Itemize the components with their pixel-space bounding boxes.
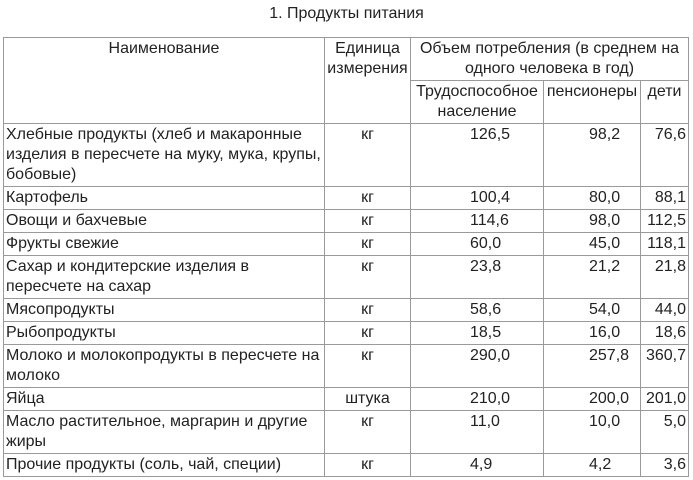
cell-children: 3,6 bbox=[641, 454, 689, 477]
table-row bbox=[4, 345, 689, 388]
cell-working-value: 60,0 bbox=[470, 235, 502, 252]
table-header-row bbox=[4, 38, 689, 81]
cell-unit: кг bbox=[325, 345, 411, 388]
header-volume: Объем потребления (в среднем на одного человека в год) bbox=[411, 38, 689, 81]
cell-working bbox=[411, 345, 544, 388]
cell-pensioners bbox=[544, 124, 641, 187]
cell-working-value: 210,0 bbox=[470, 390, 511, 407]
cell-unit: кг bbox=[325, 233, 411, 256]
cell-pensioners bbox=[544, 411, 641, 454]
cell-name: Масло растительное, маргарин и другие жиры bbox=[4, 411, 325, 454]
cell-working bbox=[411, 124, 544, 187]
table-row bbox=[4, 233, 689, 256]
table-row bbox=[4, 454, 689, 477]
header-working: Трудоспособное население bbox=[411, 81, 544, 124]
cell-working-value: 100,4 bbox=[470, 189, 511, 206]
cell-pensioners bbox=[544, 210, 641, 233]
food-consumption-table bbox=[3, 37, 689, 477]
cell-working bbox=[411, 187, 544, 210]
cell-pensioners bbox=[544, 256, 641, 299]
table-row bbox=[4, 210, 689, 233]
cell-children: 201,0 bbox=[641, 388, 689, 411]
cell-pensioners-value: 80,0 bbox=[589, 189, 621, 206]
cell-working bbox=[411, 233, 544, 256]
cell-working-value: 4,9 bbox=[470, 456, 493, 473]
table-row bbox=[4, 124, 689, 187]
cell-unit: штука bbox=[325, 388, 411, 411]
cell-pensioners bbox=[544, 233, 641, 256]
cell-children: 18,6 bbox=[641, 322, 689, 345]
cell-pensioners bbox=[544, 454, 641, 477]
cell-unit: кг bbox=[325, 299, 411, 322]
cell-name: Молоко и молокопродукты в пересчете на молоко bbox=[4, 345, 325, 388]
cell-pensioners-value: 98,2 bbox=[589, 126, 621, 143]
cell-working bbox=[411, 322, 544, 345]
cell-name: Хлебные продукты (хлеб и макаронные изделия в пересчете на муку, мука, крупы, бобовые) bbox=[4, 124, 325, 187]
cell-name: Рыбопродукты bbox=[4, 322, 325, 345]
cell-working bbox=[411, 388, 544, 411]
cell-working bbox=[411, 299, 544, 322]
cell-working-value: 18,5 bbox=[470, 324, 502, 341]
cell-unit: кг bbox=[325, 124, 411, 187]
table-row bbox=[4, 299, 689, 322]
table-body bbox=[4, 124, 689, 477]
cell-name: Фрукты свежие bbox=[4, 233, 325, 256]
cell-pensioners bbox=[544, 345, 641, 388]
cell-working-value: 114,6 bbox=[470, 212, 509, 229]
cell-name: Сахар и кондитерские изделия в пересчете на сахар bbox=[4, 256, 325, 299]
cell-children: 88,1 bbox=[641, 187, 689, 210]
cell-pensioners bbox=[544, 187, 641, 210]
table-row bbox=[4, 388, 689, 411]
page-title: 1. Продукты питания bbox=[269, 5, 424, 22]
cell-children: 21,8 bbox=[641, 256, 689, 299]
cell-working bbox=[411, 210, 544, 233]
cell-working-value: 290,0 bbox=[470, 347, 511, 364]
cell-pensioners-value: 21,2 bbox=[589, 258, 621, 275]
cell-pensioners-value: 10,0 bbox=[589, 413, 621, 430]
cell-name: Мясопродукты bbox=[4, 299, 325, 322]
cell-children: 5,0 bbox=[641, 411, 689, 454]
cell-pensioners-value: 98,0 bbox=[589, 212, 621, 229]
cell-pensioners bbox=[544, 299, 641, 322]
cell-pensioners-value: 257,8 bbox=[589, 347, 630, 364]
cell-unit: кг bbox=[325, 210, 411, 233]
cell-pensioners-value: 4,2 bbox=[589, 456, 612, 473]
cell-working bbox=[411, 454, 544, 477]
cell-name: Картофель bbox=[4, 187, 325, 210]
cell-children: 118,1 bbox=[641, 233, 689, 256]
cell-working bbox=[411, 256, 544, 299]
header-children: дети bbox=[641, 81, 689, 124]
header-name: Наименование bbox=[4, 38, 325, 124]
cell-unit: кг bbox=[325, 454, 411, 477]
cell-working-value: 126,5 bbox=[470, 126, 511, 143]
cell-pensioners bbox=[544, 388, 641, 411]
cell-pensioners bbox=[544, 322, 641, 345]
cell-children: 360,7 bbox=[641, 345, 689, 388]
cell-pensioners-value: 16,0 bbox=[589, 324, 621, 341]
cell-working-value: 58,6 bbox=[470, 301, 502, 318]
header-pensioners: пенсионеры bbox=[544, 81, 641, 124]
cell-unit: кг bbox=[325, 256, 411, 299]
cell-pensioners-value: 54,0 bbox=[589, 301, 621, 318]
cell-children: 76,6 bbox=[641, 124, 689, 187]
table-row bbox=[4, 411, 689, 454]
cell-name: Овощи и бахчевые bbox=[4, 210, 325, 233]
cell-pensioners-value: 200,0 bbox=[589, 390, 630, 407]
cell-pensioners-value: 45,0 bbox=[589, 235, 621, 252]
cell-unit: кг bbox=[325, 411, 411, 454]
cell-unit: кг bbox=[325, 322, 411, 345]
cell-unit: кг bbox=[325, 187, 411, 210]
table-row bbox=[4, 187, 689, 210]
cell-name: Прочие продукты (соль, чай, специи) bbox=[4, 454, 325, 477]
cell-working-value: 11,0 bbox=[470, 413, 500, 430]
cell-name: Яйца bbox=[4, 388, 325, 411]
cell-children: 112,5 bbox=[641, 210, 689, 233]
header-unit: Единица измерения bbox=[325, 38, 411, 124]
cell-children: 44,0 bbox=[641, 299, 689, 322]
table-row bbox=[4, 256, 689, 299]
cell-working bbox=[411, 411, 544, 454]
cell-working-value: 23,8 bbox=[470, 258, 502, 275]
table-row bbox=[4, 322, 689, 345]
